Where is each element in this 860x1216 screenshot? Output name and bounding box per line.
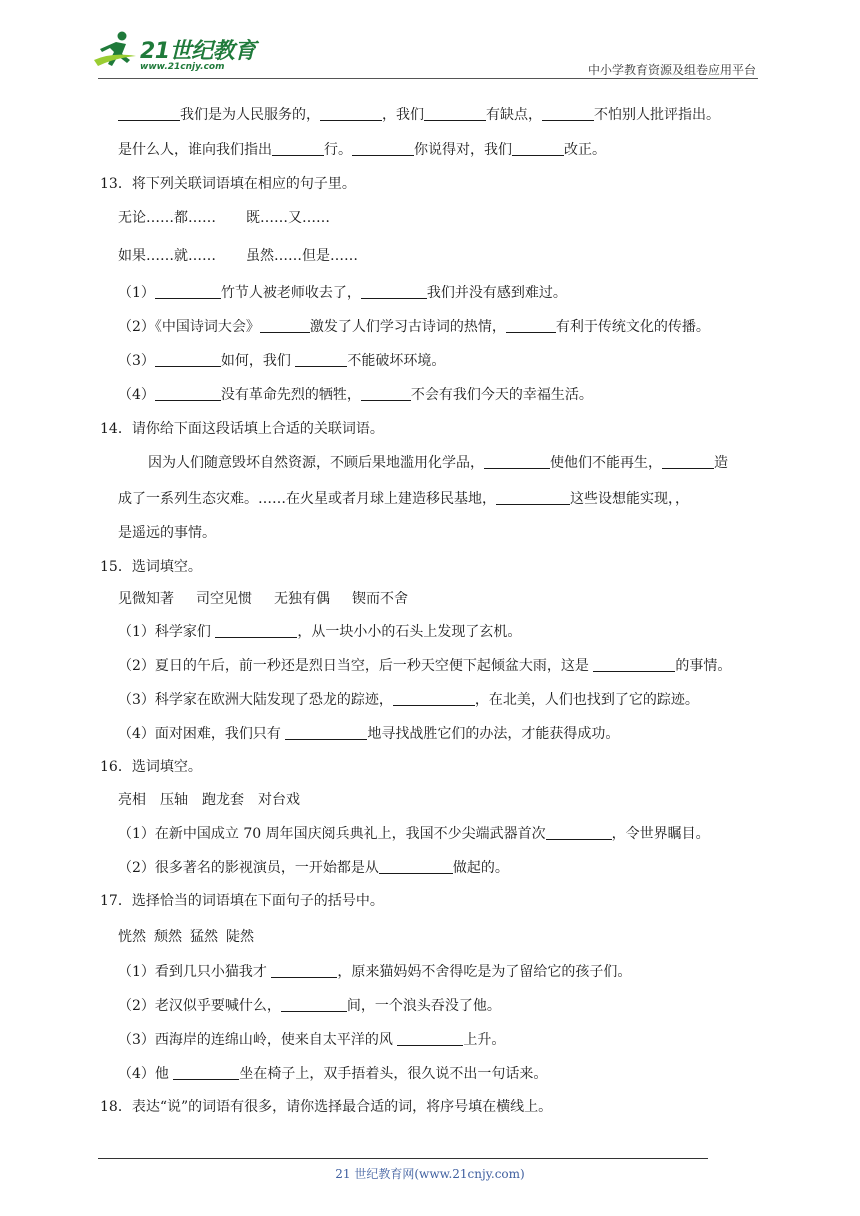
q15-sentence-4: （4）面对困难，我们只有 地寻找战胜它们的办法，才能获得成功。 [118, 726, 620, 742]
q17-options [118, 927, 254, 947]
answer-blank[interactable] [155, 284, 221, 299]
answer-blank[interactable] [361, 284, 427, 299]
option: 对台戏 [258, 792, 300, 808]
q13-sentence-1: （1） 竹节人被老师收去了， 我们并没有感到难过。 [118, 285, 567, 301]
answer-blank[interactable] [546, 825, 612, 840]
q15-title: 15．选词填空。 [100, 559, 202, 575]
answer-blank[interactable] [542, 106, 594, 121]
answer-blank[interactable] [424, 106, 486, 121]
answer-blank[interactable] [361, 386, 411, 401]
option: 司空见惯 [196, 591, 252, 607]
q15-sentence-1: （1）科学家们 ，从一块小小的石头上发现了玄机。 [118, 624, 522, 640]
option: 压轴 [160, 792, 188, 808]
answer-blank[interactable] [271, 963, 337, 978]
answer-blank[interactable] [496, 490, 570, 505]
answer-blank[interactable] [272, 141, 324, 156]
option: 恍然 [118, 929, 146, 945]
answer-blank[interactable] [662, 454, 714, 469]
logo-wordmark: 21世纪教育 [140, 39, 256, 64]
q17-sentence-3: （3）西海岸的连绵山岭，使来自太平洋的风 上升。 [118, 1032, 506, 1048]
answer-blank[interactable] [155, 352, 221, 367]
option: 猛然 [190, 929, 218, 945]
q15-options [118, 589, 408, 609]
answer-blank[interactable] [285, 725, 367, 740]
q14-paragraph-line-1: 因为人们随意毁坏自然资源，不顾后果地滥用化学品， 使他们不能再生， 造 [148, 455, 728, 471]
answer-blank[interactable] [352, 141, 414, 156]
option: 见微知著 [118, 591, 174, 607]
option: 亮相 [118, 792, 146, 808]
option: 如果……就…… [118, 248, 216, 264]
q15-sentence-3: （3）科学家在欧洲大陆发现了恐龙的踪迹， ，在北美，人们也找到了它的踪迹。 [118, 692, 699, 708]
q13-sentence-2: （2）《中国诗词大会》 激发了人们学习古诗词的热情， 有利于传统文化的传播。 [118, 319, 710, 335]
header-divider [98, 78, 758, 79]
option: 无论……都…… [118, 210, 216, 226]
option: 锲而不舍 [352, 591, 408, 607]
q14-title: 14．请你给下面这段话填上合适的关联词语。 [100, 421, 384, 437]
option: 既……又…… [246, 210, 330, 226]
answer-blank[interactable] [173, 1065, 239, 1080]
answer-blank[interactable] [506, 318, 556, 333]
logo-url: www.21cnjy.com [140, 62, 225, 72]
q16-options [118, 790, 300, 810]
answer-blank[interactable] [512, 141, 564, 156]
q12-line-1: 我们是为人民服务的， ，我们 有缺点， 不怕别人批评指出。 [118, 105, 720, 125]
answer-blank[interactable] [260, 318, 310, 333]
option: 无独有偶 [274, 591, 330, 607]
q14-paragraph-line-3: 是遥远的事情。 [118, 525, 216, 541]
runner-logo-icon [92, 30, 138, 70]
option: 跑龙套 [202, 792, 244, 808]
site-logo[interactable] [92, 30, 272, 80]
answer-blank[interactable] [281, 997, 347, 1012]
answer-blank[interactable] [379, 859, 453, 874]
answer-blank[interactable] [320, 106, 382, 121]
footer-divider [98, 1158, 708, 1159]
q17-sentence-4: （4）他 坐在椅子上，双手捂着头，很久说不出一句话来。 [118, 1066, 548, 1082]
q17-sentence-2: （2）老汉似乎要喊什么， 间，一个浪头吞没了他。 [118, 998, 501, 1014]
q15-sentence-2: （2）夏日的午后，前一秒还是烈日当空，后一秒天空便下起倾盆大雨，这是 的事情。 [118, 658, 732, 674]
answer-blank[interactable] [593, 657, 675, 672]
q12-line-2: 是什么人，谁向我们指出 行。 你说得对，我们 改正。 [118, 142, 606, 158]
option: 虽然……但是…… [246, 248, 358, 264]
q13-sentence-4: （4） 没有革命先烈的牺牲， 不会有我们今天的幸福生活。 [118, 387, 593, 403]
answer-blank[interactable] [155, 386, 221, 401]
page-header [0, 0, 860, 82]
answer-blank[interactable] [393, 691, 475, 706]
q17-title: 17．选择恰当的词语填在下面句子的括号中。 [100, 893, 384, 909]
option: 颓然 [154, 929, 182, 945]
q16-sentence-1: （1）在新中国成立 70 周年国庆阅兵典礼上，我国不少尖端武器首次 ，令世界瞩目。 [118, 826, 710, 842]
answer-blank[interactable] [397, 1031, 463, 1046]
q17-sentence-1: （1）看到几只小猫我才 ，原来猫妈妈不舍得吃是为了留给它的孩子们。 [118, 964, 632, 980]
platform-name: 中小学教育资源及组卷应用平台 [587, 63, 756, 77]
answer-blank[interactable] [215, 623, 297, 638]
q14-paragraph-line-2: 成了一系列生态灾难。……在火星或者月球上建造移民基地， 这些设想能实现，， [118, 491, 689, 507]
answer-blank[interactable] [295, 352, 347, 367]
footer-text[interactable]: 21 世纪教育网(www.21cnjy.com) [335, 1167, 525, 1181]
q18-title: 18．表达“说”的词语有很多，请你选择最合适的词，将序号填在横线上。 [100, 1099, 553, 1115]
q13-title: 13．将下列关联词语填在相应的句子里。 [100, 176, 356, 192]
q13-options-row-1 [118, 208, 330, 228]
answer-blank[interactable] [484, 454, 550, 469]
option: 陡然 [226, 929, 254, 945]
q13-options-row-2 [118, 246, 358, 266]
answer-blank[interactable] [118, 106, 180, 121]
q16-sentence-2: （2）很多著名的影视演员，一开始都是从 做起的。 [118, 860, 509, 876]
q16-title: 16．选词填空。 [100, 759, 202, 775]
q13-sentence-3: （3） 如何，我们 不能破坏环境。 [118, 353, 446, 369]
